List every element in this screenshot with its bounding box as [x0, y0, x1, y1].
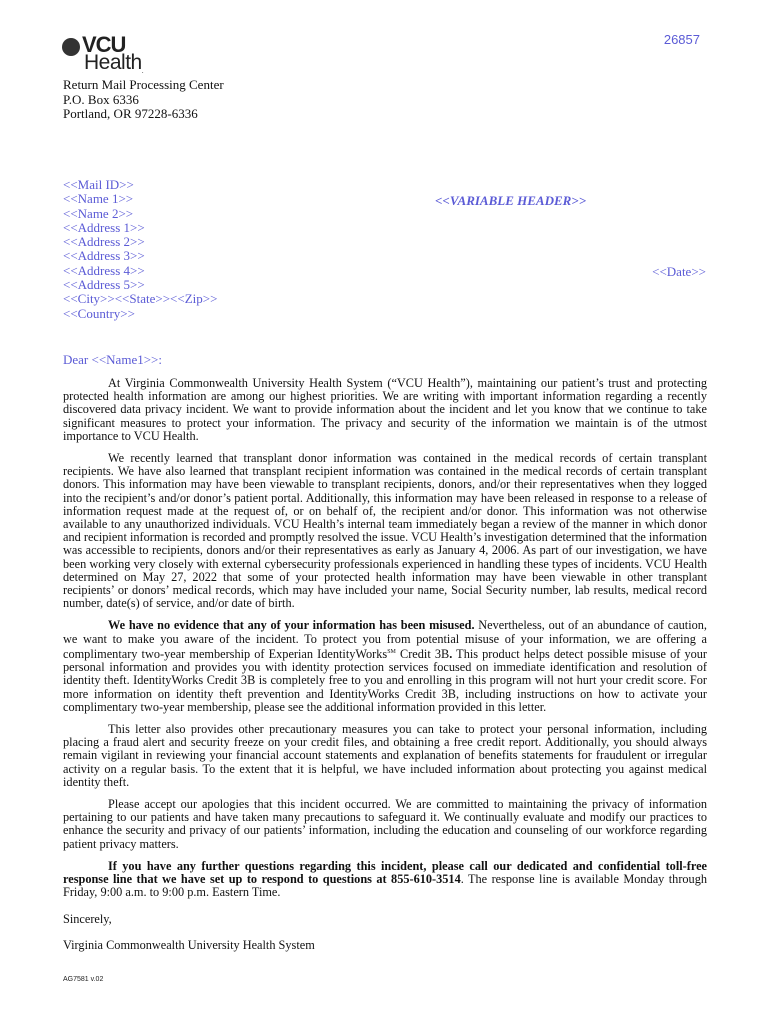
- vcu-health-logo: [62, 32, 182, 76]
- letter-body: [63, 377, 707, 908]
- variable-header: <<VARIABLE HEADER>>: [435, 193, 587, 208]
- body-paragraph-5: Please accept our apologies that this incident occurred. We are committed to maintaining the privacy of information pertaining to our patients and have taken many precautions to safeguard it. We continually evaluate and modify our practices to enhance the security and privacy of our patients’ information, including the education and counseling of our workforce regarding patient privacy matters.: [63, 796, 707, 851]
- recipient-line: <<Address 5>>: [63, 277, 145, 293]
- return-address-line: P.O. Box 6336: [63, 91, 139, 107]
- recipient-line: <<City>><<State>><<Zip>>: [63, 291, 218, 307]
- recipient-line: <<Name 2>>: [63, 205, 134, 221]
- logo-brand: VCU: [82, 32, 126, 57]
- recipient-line: <<Country>>: [63, 305, 135, 321]
- body-paragraph-4: This letter also provides other precautionary measures you can take to protect your personal information, including placing a fraud alert and security freeze on your credit files, and obtaining a free credit report. Additionally, you should always remain vigilant in reviewing your financial account statements and explanation of benefits statements for fraudulent or irregular activity on a regular basis. To the extent that it is helpful, we have included information about protecting you against medical identity theft.: [63, 721, 707, 789]
- vcu-seal-icon: [62, 38, 80, 56]
- body-paragraph-1: At Virginia Commonwealth University Health System (“VCU Health”), maintaining our patient’s trust and protecting protected health information are among our highest priorities. We are writing with important information regarding a recently discovered data privacy incident. We want to provide information about the incident and let you know that we continue to take significant measures to protect your information. The privacy and security of the information we maintain is of the utmost importance to VCU Health.: [63, 376, 707, 443]
- date-placeholder: <<Date>>: [652, 264, 706, 279]
- recipient-address-block: [63, 178, 217, 321]
- return-address-line: Return Mail Processing Center: [63, 77, 224, 92]
- reference-number: 26857: [663, 32, 700, 47]
- recipient-line: <<Mail ID>>: [63, 177, 134, 192]
- body-paragraph-2: We recently learned that transplant donor information was contained in the medical records of certain transplant recipients. We have also learned that transplant recipient information was contained in the medical records of certain transplant donors. This information may have been viewable to transplant recipients, donors, and/or their representatives when they logged into the recipient’s and/or donor’s patient portal. Additionally, this information may have been released in response to a release of information request made at the request of, or on behalf of, the recipient and/or donor. This information was not otherwise available to any unauthorized individuals. VCU Health’s internal team immediately began a review of the manner in which donor and recipient information is recorded and promptly resolved the issue. VCU Health’s investigation determined that the information was accessible to recipients, donors and/or their representatives as early as January 4, 2006. As part of our investigation, we have been working very closely with external cybersecurity professionals experienced in handling these types of incidents. VCU Health determined on May 27, 2022 that some of your protected health information may have been viewable in other transplant recipients’ or donors’ medical records, which may have included your name, Social Security number, lab results, medical record number, date(s) of service, and/or date of birth.: [63, 451, 707, 611]
- closing: Sincerely,: [63, 912, 112, 926]
- form-code: AG7581 v.02: [63, 976, 104, 983]
- logo-sub: Health.: [84, 51, 144, 75]
- body-paragraph-6: If you have any further questions regarding this incident, please call our dedicated and confidential toll-free response line that we have set up to respond to questions at 855-610-3514. The response line is available Monday through Friday, 9:00 a.m. to 9:00 p.m. Eastern Time.: [63, 858, 708, 900]
- recipient-line: <<Address 2>>: [63, 234, 145, 250]
- recipient-line: <<Address 3>>: [63, 248, 145, 264]
- recipient-line: <<Address 4>>: [63, 262, 145, 278]
- return-address-line: Portland, OR 97228-6336: [63, 106, 198, 121]
- signature: Virginia Commonwealth University Health System: [63, 938, 315, 952]
- salutation: Dear <<Name1>>:: [63, 352, 162, 367]
- recipient-line: <<Address 1>>: [63, 219, 145, 235]
- recipient-line: <<Name 1>>: [63, 191, 134, 207]
- return-address: [63, 78, 224, 122]
- body-paragraph-3: We have no evidence that any of your information has been misused. Nevertheless, out of an abundance of caution, we want to make you aware of the incident. To protect you from potential misuse of your information, we are offering a complimentary two-year membership of Experian IdentityWorks℠ Credit 3B. This product helps detect possible misuse of your personal information and provides you with identity protection services focused on immediate identification and resolution of identity theft. IdentityWorks Credit 3B is completely free to you and enrolling in this program will not hurt your credit score. For more information on identity theft prevention and IdentityWorks Credit 3B, including instructions on how to activate your complimentary two-year membership, please see the additional information provided in this letter.: [63, 618, 707, 714]
